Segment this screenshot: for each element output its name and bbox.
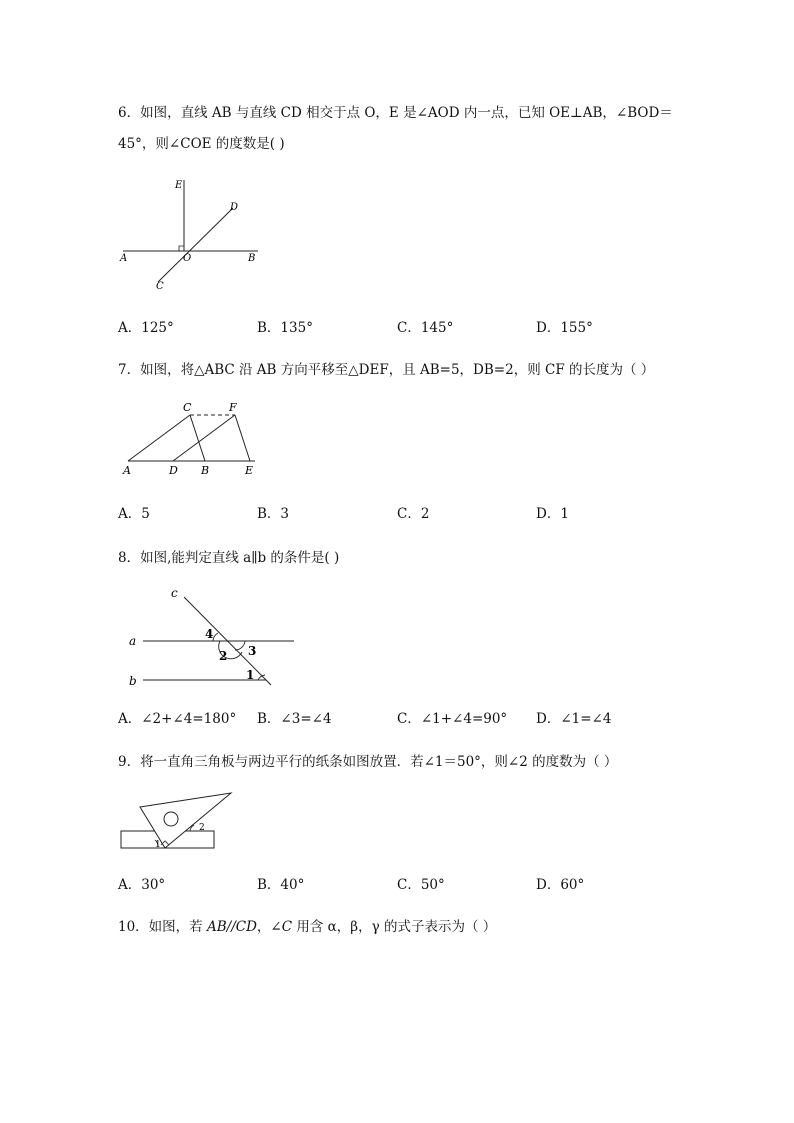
q7-stem: 7．如图，将△ABC 沿 AB 方向平移至△DEF，且 AB=5，DB=2，则 CF 的长度为（ ）: [118, 362, 655, 378]
q6-option-c[interactable]: C．145°: [397, 320, 454, 336]
q6-option-d[interactable]: D．155°: [536, 320, 593, 336]
label-c: C: [183, 401, 192, 414]
q6-figure: [118, 176, 263, 294]
q9-figure: [118, 790, 238, 854]
label-a: A: [123, 464, 131, 477]
q10-parallel: //: [226, 919, 236, 935]
q10-stem: [118, 917, 496, 937]
label-d: D: [230, 202, 239, 213]
q6-option-b[interactable]: B．135°: [257, 320, 313, 336]
triangle-hole: [164, 812, 178, 826]
label-c: C: [156, 281, 164, 292]
q10-ab: AB: [206, 919, 227, 935]
angle-4-arc: [213, 633, 218, 641]
label-a: a: [129, 634, 137, 648]
line-cd: [158, 208, 233, 282]
label-angle-3: 3: [248, 644, 257, 658]
label-c: c: [171, 586, 178, 600]
q9-option-d[interactable]: D．60°: [536, 877, 585, 893]
q9-option-c[interactable]: C．50°: [397, 877, 445, 893]
label-b: b: [129, 674, 137, 688]
right-angle-mark: [179, 246, 184, 251]
q10-prefix: 10．如图，若: [118, 919, 207, 935]
q7-option-a[interactable]: A．5: [118, 506, 150, 522]
label-angle-1: 1: [246, 668, 255, 682]
q10-mid: ，∠: [256, 919, 282, 935]
q7-options: [118, 502, 718, 522]
q8-figure: [118, 583, 303, 693]
label-b: B: [248, 253, 256, 264]
label-d: D: [169, 464, 178, 477]
q10-suffix: 用含 α，β，γ 的式子表示为（ ）: [292, 919, 497, 935]
q7-option-c[interactable]: C．2: [397, 506, 430, 522]
q8-option-c[interactable]: C．∠1+∠4=90°: [397, 711, 508, 727]
q6-options: [118, 316, 718, 336]
q8-option-d[interactable]: D．∠1=∠4: [536, 711, 612, 727]
label-angle-1: 1: [155, 840, 161, 850]
q6-stem-line1: 6．如图，直线 AB 与直线 CD 相交于点 O，E 是∠AOD 内一点，已知 OE⊥AB，∠BOD＝: [118, 105, 673, 121]
q6-option-a[interactable]: A．125°: [118, 320, 174, 336]
label-angle-4: 4: [205, 627, 214, 641]
q7-figure: [118, 398, 268, 478]
angle-3-arc: [235, 641, 245, 650]
label-o: O: [183, 253, 192, 264]
segment-cb: [190, 415, 205, 461]
q8-option-b[interactable]: B．∠3=∠4: [257, 711, 332, 727]
label-f: F: [229, 401, 237, 414]
label-e: E: [175, 180, 183, 191]
q6-stem-line2: 45°，则∠COE 的度数是( ): [118, 136, 285, 152]
q7-option-d[interactable]: D．1: [536, 506, 569, 522]
label-angle-2: 2: [199, 823, 205, 833]
q9-options: [118, 873, 718, 893]
label-e: E: [245, 464, 254, 477]
q8-options: [118, 707, 718, 727]
q9-option-a[interactable]: A．30°: [118, 877, 166, 893]
segment-ac: [128, 415, 190, 461]
segment-fe: [235, 415, 250, 461]
q10-cd: CD: [235, 919, 257, 935]
q8-option-a[interactable]: A．∠2+∠4=180°: [118, 711, 237, 727]
q10-c: C: [281, 919, 293, 935]
q8-stem: 8．如图,能判定直线 a∥b 的条件是( ): [118, 550, 340, 566]
label-a: A: [120, 253, 128, 264]
label-angle-2: 2: [219, 649, 228, 663]
q7-option-b[interactable]: B．3: [257, 506, 290, 522]
segment-df: [173, 415, 235, 461]
q9-stem: 9．将一直角三角板与两边平行的纸条如图放置．若∠1＝50°，则∠2 的度数为（ ）: [118, 754, 618, 770]
q9-option-b[interactable]: B．40°: [257, 877, 305, 893]
label-b: B: [201, 464, 210, 477]
